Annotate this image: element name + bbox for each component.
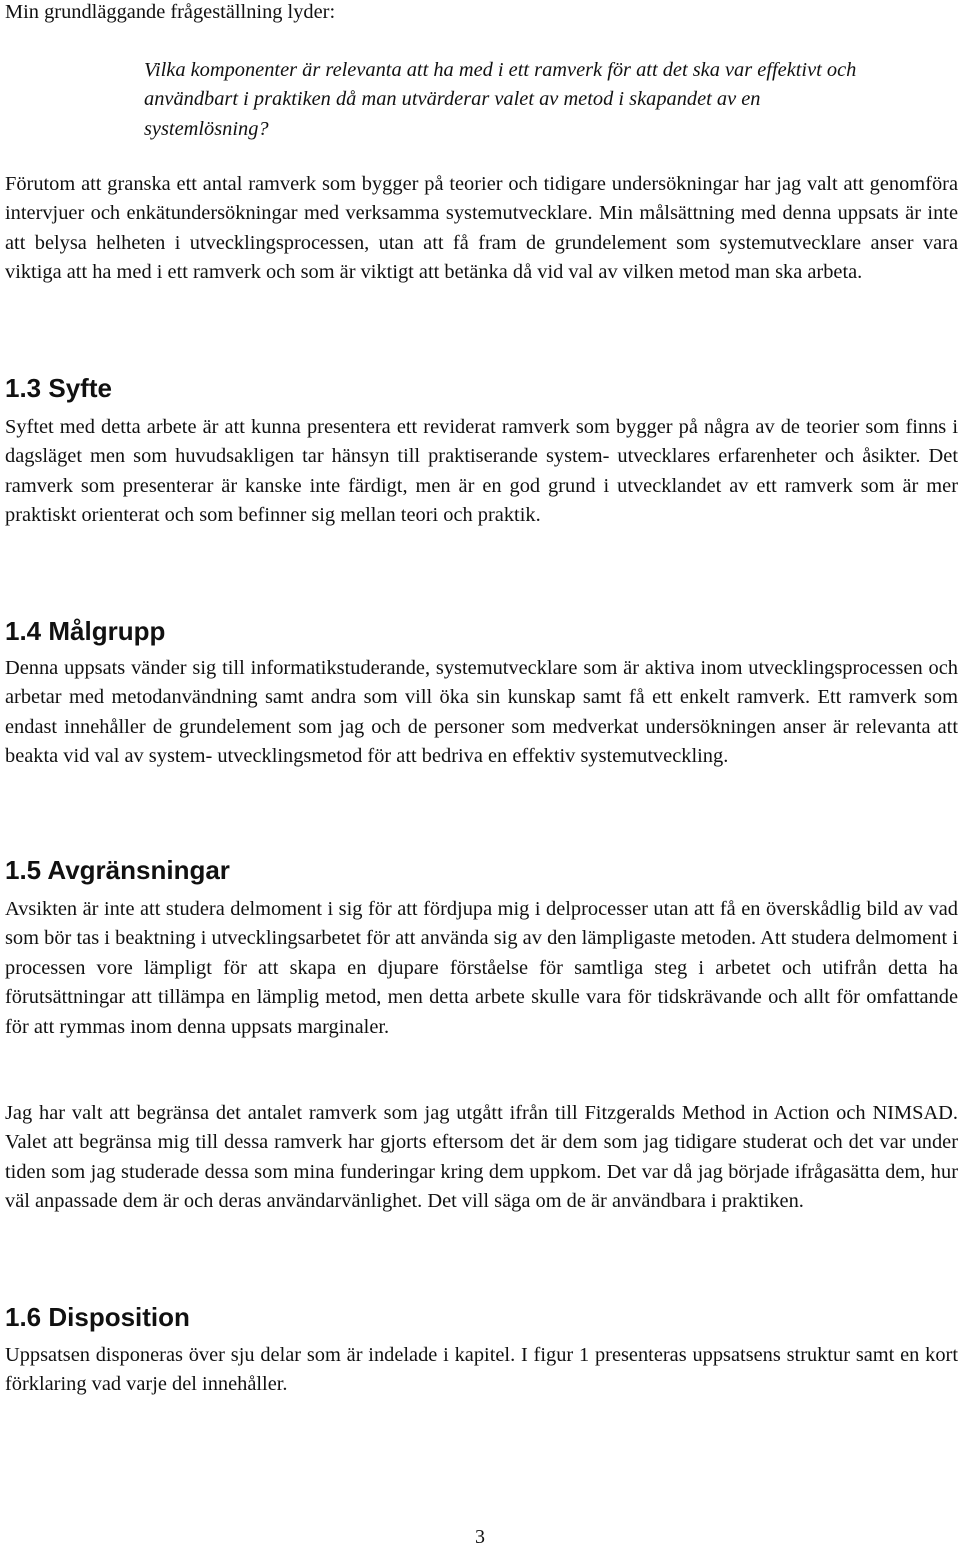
paragraph-method: Förutom att granska ett antal ramverk som bygger på teorier och tidigare undersökningar har jag valt att genomföra intervjuer och enkätundersökningar med verksamma systemutvecklare. Min målsättning med denna uppsats är inte att belysa helheten i utvecklingsprocessen, utan att få fram de grundelement som systemutvecklare anser vara viktiga att ha med i ett ramverk och som är viktigt att betänka då vid val av vilken metod man ska arbeta. [5,173,958,284]
paragraph-avgransningar-1: Avsikten är inte att studera delmoment i sig för att fördjupa mig i delprocesser utan att få en överskådlig bild av vad som bör tas i beaktning i utvecklingsarbetet för att använda sig av den lämpligaste metoden. Att studera delmoment i processen vore lämpligt för att skapa en djupare förståelse för samtliga steg i arbetet och utifrån detta ha förutsättningar att tillämpa en lämplig metod, men detta arbete skulle vara för tidskrävande och allt för omfattande för att rymmas inom denna uppsats marginaler. [5,898,958,1038]
research-question: Vilka komponenter är relevanta att ha med i ett ramverk för att det ska var effektivt och användbart i praktiken då man utvärderar valet av metod i skapandet av en systemlösning? [144,59,857,140]
heading-disposition: 1.6 Disposition [5,1302,190,1332]
paragraph-disposition: Uppsatsen disponeras över sju delar som är indelade i kapitel. I figur 1 presenteras uppsatsens struktur samt en kort förklaring vad varje del innehåller. [5,1344,958,1396]
heading-avgransningar: 1.5 Avgränsningar [5,855,230,885]
paragraph-avgransningar-2: Jag har valt att begränsa det antalet ramverk som jag utgått ifrån till Fitzgeralds Method in Action och NIMSAD. Valet att begränsa mig till dessa ramverk har gjorts eftersom det är dem som jag tidigare studerat och det var under tiden som jag studerade dessa som mina funderingar kring dem uppkom. Det var då jag började ifrågasätta dem, hur väl anpassade dem är och deras användarvänlighet. Det vill säga om de är användbara i praktiken. [5,1102,958,1213]
paragraph-malgrupp: Denna uppsats vänder sig till informatikstuderande, systemutvecklare som är aktiva inom utvecklingsprocessen och arbetar med metodanvändning samt andra som vill öka sin kunskap samt få ett enkelt ramverk. Ett ramverk som endast innehåller de grundelement som jag och de personer som medverkat undersökningen anser är relevanta att beakta vid val av system- utvecklingsmetod för att bedriva en effektiv systemutveckling. [5,657,958,768]
page-number: 3 [475,1526,485,1548]
intro-text: Min grundläggande frågeställning lyder: [5,1,336,23]
heading-malgrupp: 1.4 Målgrupp [5,616,166,646]
paragraph-syfte: Syftet med detta arbete är att kunna presentera ett reviderat ramverk som bygger på några av de teorier som finns i dagsläget men som huvudsakligen tar hänsyn till praktiserande system- utvecklares erfarenheter och åsikter. Det ramverk som presenterar är kanske inte färdigt, men är en god grund i utvecklandet av ett ramverk som är mer praktiskt orienterat och som befinner sig mellan teori och praktik. [5,416,958,527]
heading-syfte: 1.3 Syfte [5,373,112,403]
